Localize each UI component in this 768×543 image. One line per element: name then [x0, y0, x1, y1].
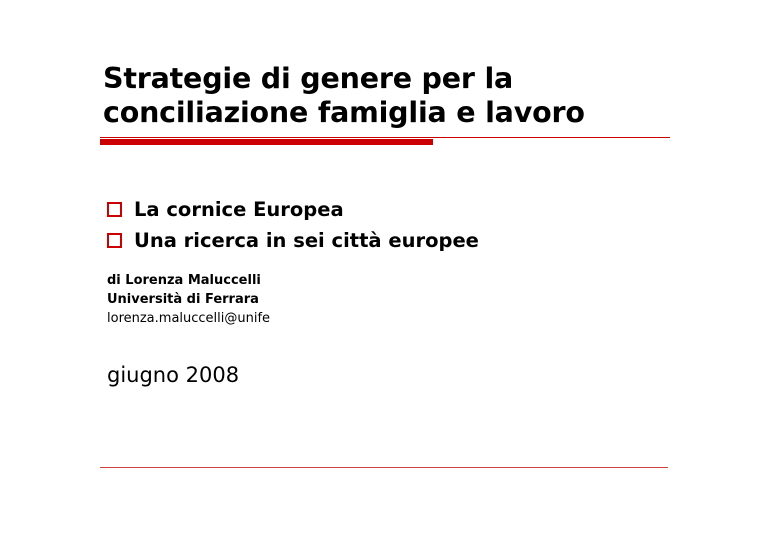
presentation-date: giugno 2008: [107, 363, 240, 387]
bullet-label: Una ricerca in sei città europee: [134, 229, 479, 252]
hollow-square-bullet-icon: [107, 233, 122, 248]
footer-rule: [100, 467, 668, 468]
hollow-square-bullet-icon: [107, 202, 122, 217]
bullet-label: La cornice Europea: [134, 198, 344, 221]
bullet-item: [107, 194, 479, 225]
author-affiliation: Università di Ferrara: [107, 292, 259, 307]
title-underline-thick: [100, 139, 433, 145]
author-block: [107, 271, 270, 328]
author-name: di Lorenza Maluccelli: [107, 273, 261, 288]
title-underline-thin: [100, 137, 670, 138]
bullet-list: [107, 194, 479, 256]
slide-title: [103, 62, 663, 130]
bullet-item: [107, 225, 479, 256]
title-line-1: Strategie di genere per la: [103, 62, 514, 95]
author-email: lorenza.maluccelli@unife: [107, 311, 271, 326]
title-line-2: conciliazione famiglia e lavoro: [103, 96, 585, 129]
